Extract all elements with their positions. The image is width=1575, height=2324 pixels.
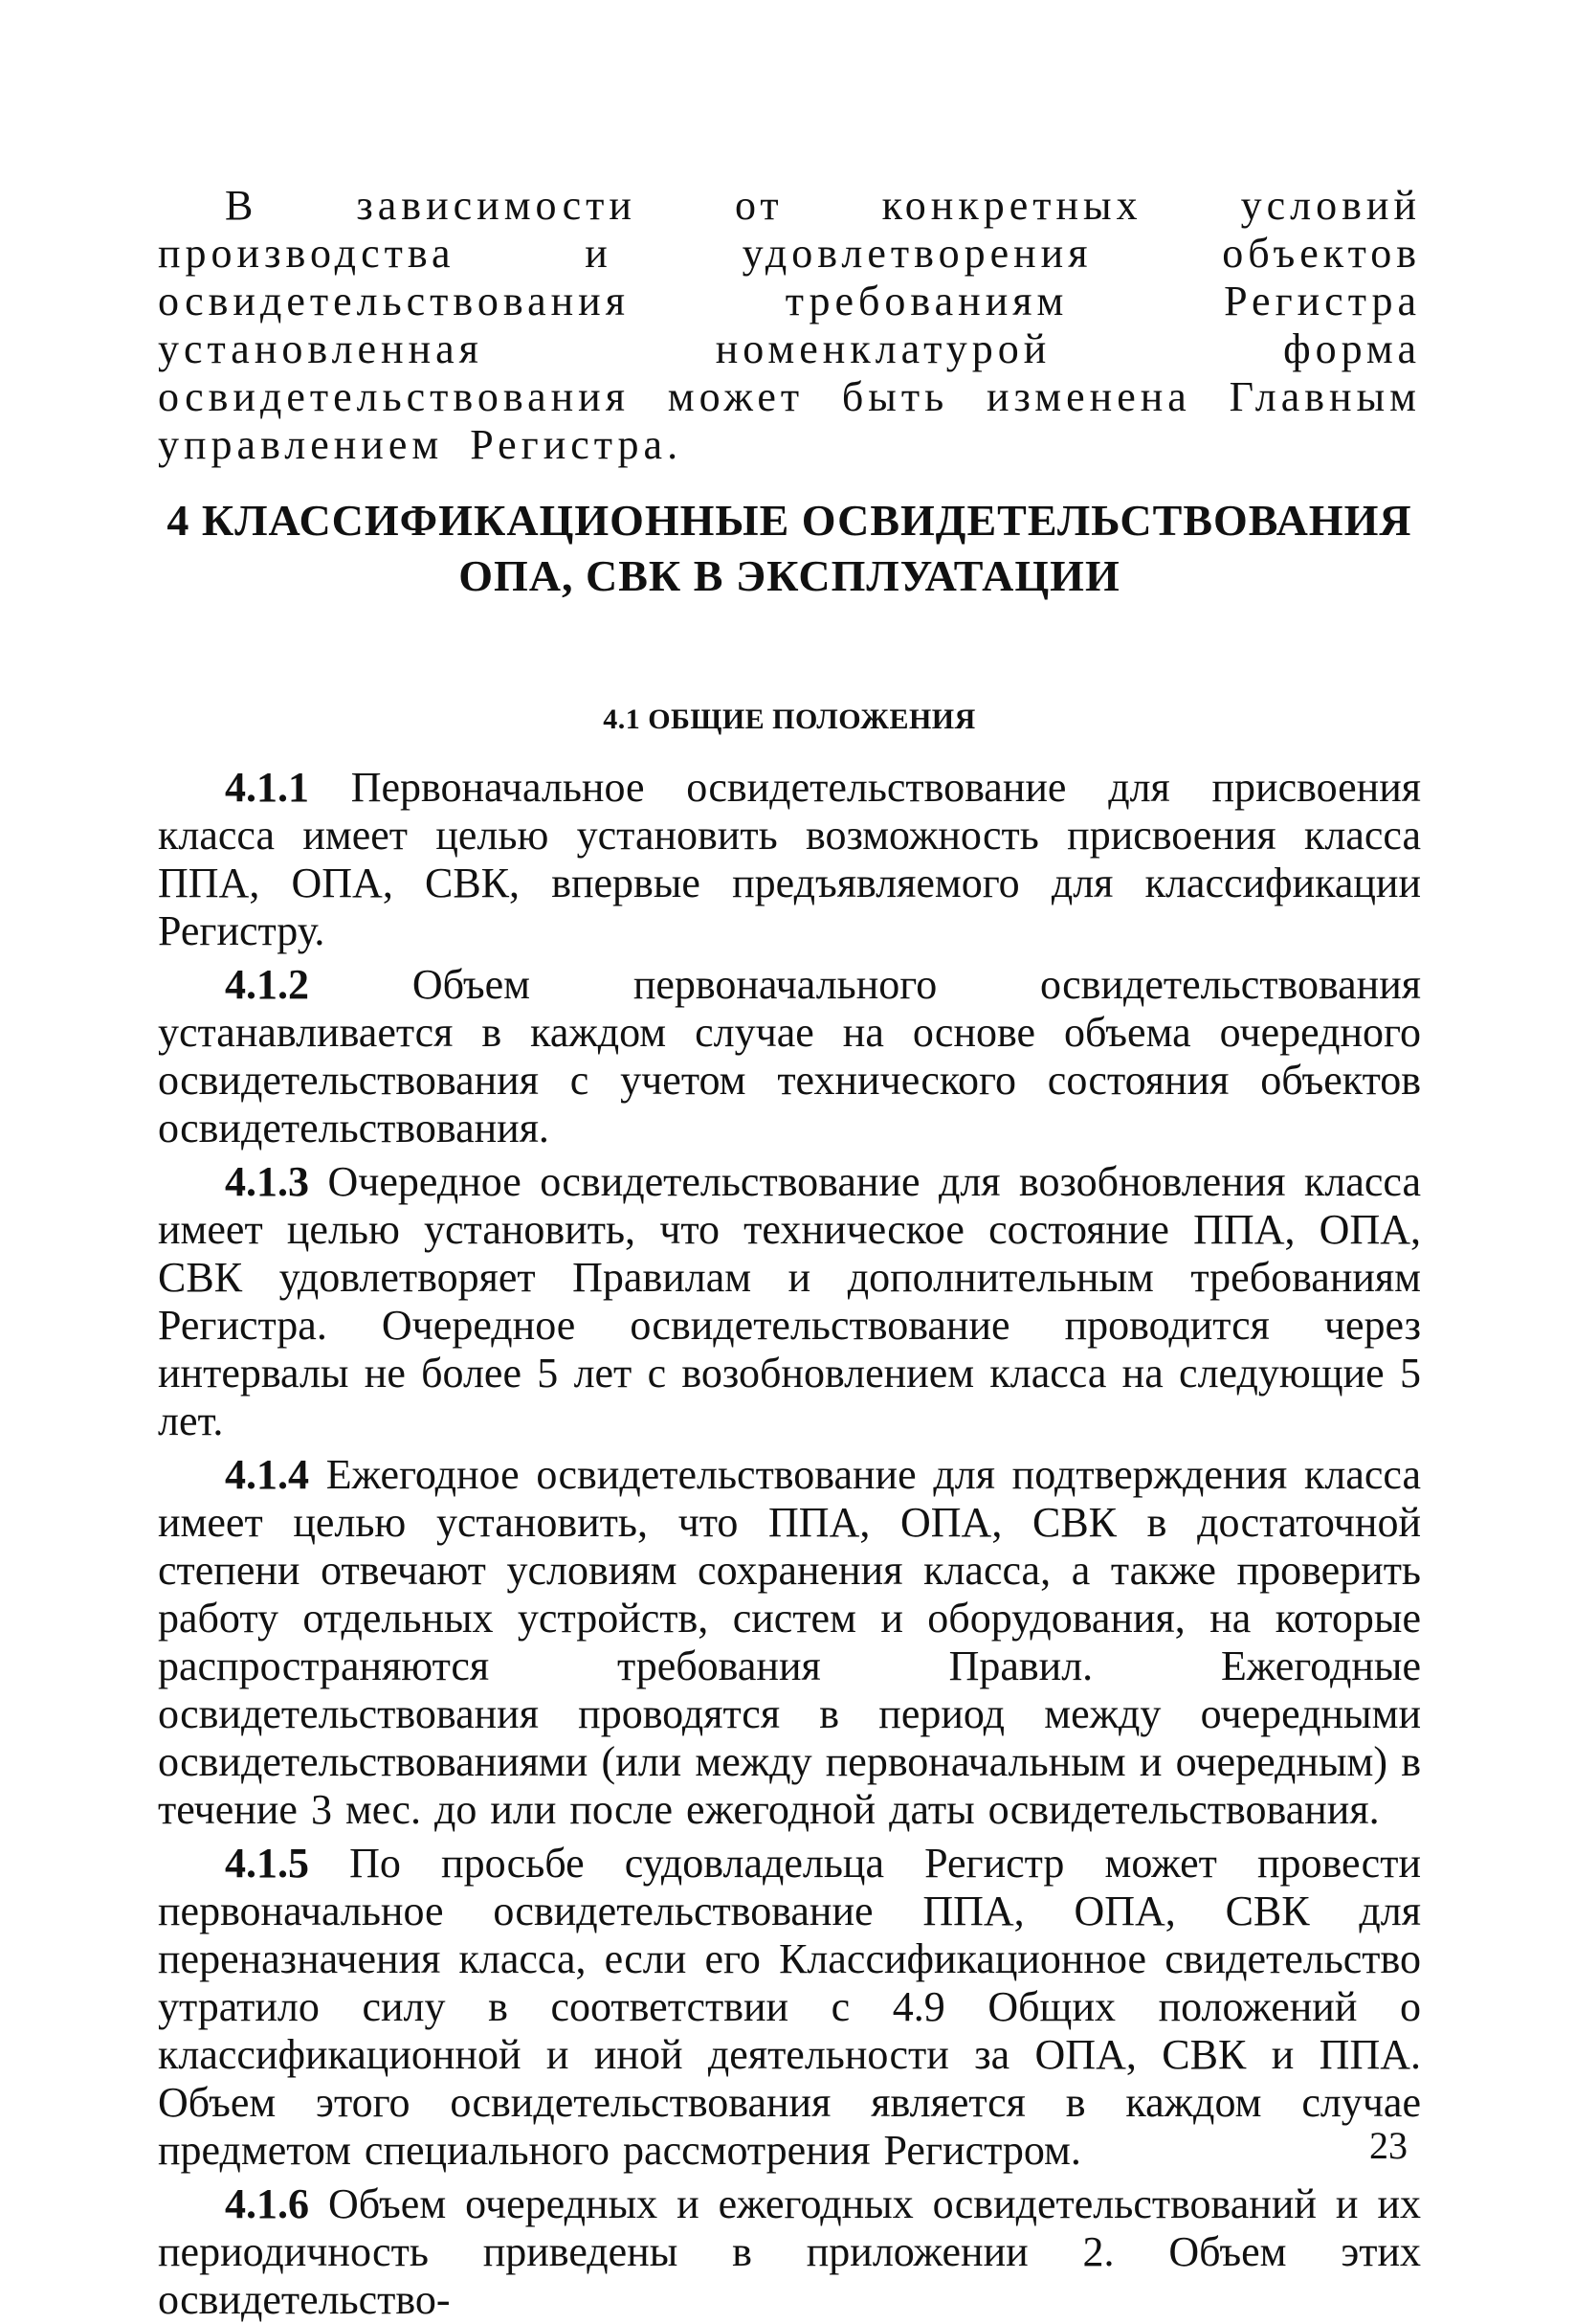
chapter-title-line-1: 4 КЛАССИФИКАЦИОННЫЕ ОСВИДЕТЕЛЬСТВОВАНИЯ — [166, 496, 1412, 545]
chapter-title-line-2: ОПА, СВК В ЭКСПЛУАТАЦИИ — [458, 551, 1120, 600]
paragraph-number: 4.1.6 — [225, 2180, 309, 2227]
intro-paragraph: В зависимости от конкретных условий производства и удовлетворения объектов освидетельствования требованиям Регистра установленная номенклатурой форма освидетельствования может быть изменена Главным управлением Регистра. — [158, 182, 1421, 468]
paragraph-4-1-4 — [158, 1451, 1421, 1834]
paragraph-4-1-2 — [158, 961, 1421, 1152]
paragraph-text: Объем первоначального освидетельствования устанавливается в каждом случае на основе объема очередного освидетельствования с учетом технического состояния объектов освидетельствования. — [158, 961, 1421, 1151]
section-body — [158, 764, 1421, 2324]
paragraph-number: 4.1.1 — [225, 764, 309, 811]
paragraph-4-1-5 — [158, 1840, 1421, 2175]
section-title: 4.1 ОБЩИЕ ПОЛОЖЕНИЯ — [603, 704, 976, 735]
paragraph-text: Первоначальное освидетельствование для присвоения класса имеет целью установить возможность присвоения класса ППА, ОПА, СВК, впервые предъявляемого для классификации Регистру. — [158, 764, 1421, 954]
paragraph-number: 4.1.2 — [225, 961, 309, 1008]
paragraph-4-1-6 — [158, 2180, 1421, 2324]
chapter-title — [158, 493, 1421, 604]
paragraph-text: Очередное освидетельствование для возобновления класса имеет целью установить, что техническое состояние ППА, ОПА, СВК удовлетворяет Правилам и дополнительным требованиям Регистра. Очередное освидетельствование проводится через интервалы не более 5 лет с возобновлением класса на следующие 5 лет. — [158, 1158, 1421, 1444]
paragraph-number: 4.1.5 — [225, 1840, 309, 1887]
page-number: 23 — [1369, 2124, 1408, 2167]
paragraph-text: По просьбе судовладельца Регистр может провести первоначальное освидетельствование ППА, ОПА, СВК для переназначения класса, если его Классификационное свидетельство утратило силу в соответствии с 4.9 Общих положений о классификационной и иной деятельности за ОПА, СВК и ППА. Объем этого освидетельствования является в каждом случае предметом специального рассмотрения Регистром. — [158, 1840, 1421, 2174]
paragraph-text: Объем очередных и ежегодных освидетельствований и их периодичность приведены в приложении 2. Объем этих освидетельство- — [158, 2180, 1421, 2323]
paragraph-text: Ежегодное освидетельствование для подтверждения класса имеет целью установить, что ППА, ОПА, СВК в достаточной степени отвечают условиям сохранения класса, а также проверить работу отдельных устройств, систем и оборудования, на которые распространяются требования Правил. Ежегодные освидетельствования проводятся в период между очередными освидетельствованиями (или между первоначальным и очередным) в течение 3 мес. до или после ежегодной даты освидетельствования. — [158, 1451, 1421, 1833]
paragraph-4-1-1 — [158, 764, 1421, 955]
paragraph-4-1-3 — [158, 1158, 1421, 1445]
paragraph-number: 4.1.3 — [225, 1158, 309, 1205]
paragraph-number: 4.1.4 — [225, 1451, 309, 1498]
